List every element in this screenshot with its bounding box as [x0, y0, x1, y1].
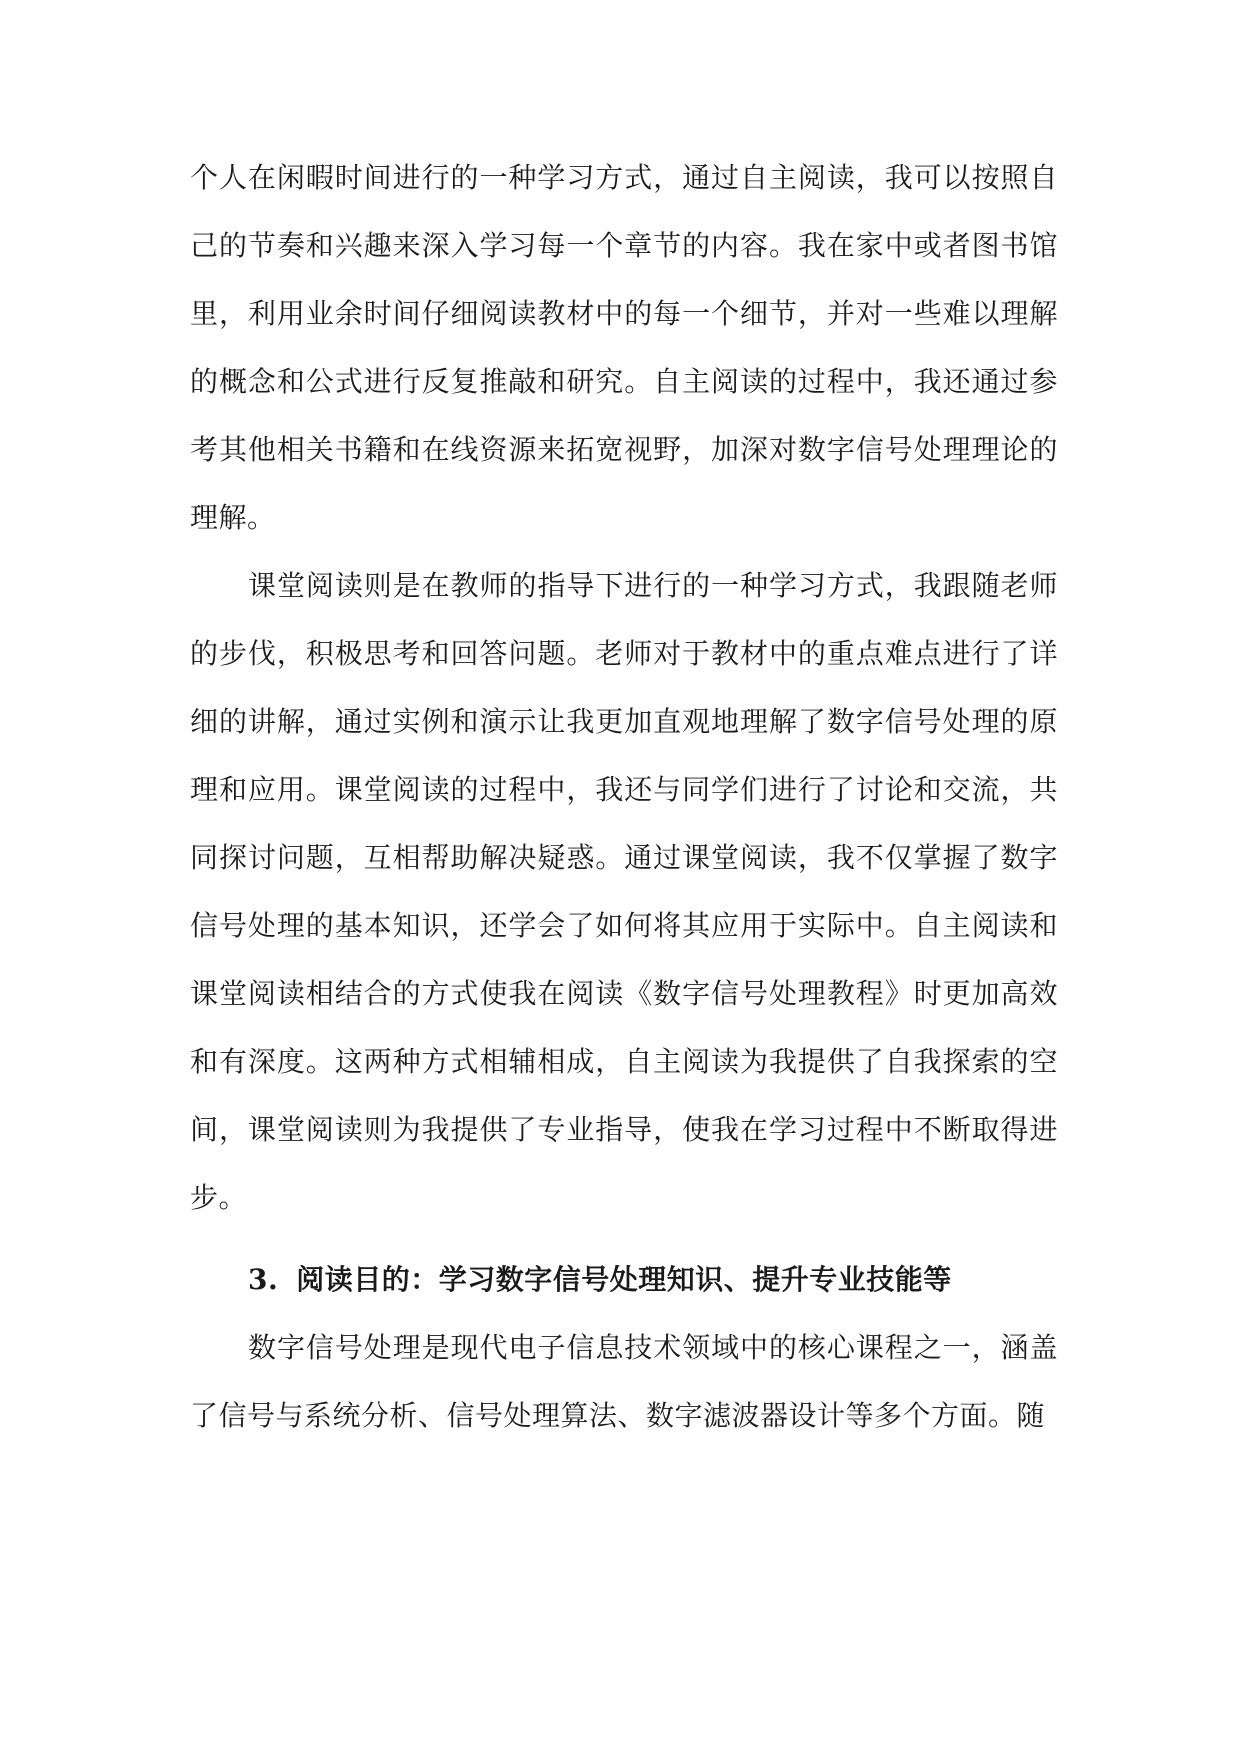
paragraph-dsp-intro: 数字信号处理是现代电子信息技术领域中的核心课程之一，涵盖了信号与系统分析、信号处理算法、数字滤波器设计等多个方面。随 — [190, 1331, 1058, 1432]
document-body — [190, 144, 1058, 1450]
section-heading-text: 阅读目的：学习数字信号处理知识、提升专业技能等 — [296, 1263, 952, 1296]
paragraph-classroom-reading: 课堂阅读则是在教师的指导下进行的一种学习方式，我跟随老师的步伐，积极思考和回答问题。老师对于教材中的重点难点进行了详细的讲解，通过实例和演示让我更加直观地理解了数字信号处理的原理和应用。课堂阅读的过程中，我还与同学们进行了讨论和交流，共同探讨问题，互相帮助解决疑惑。通过课堂阅读，我不仅掌握了数字信号处理的基本知识，还学会了如何将其应用于实际中。自主阅读和课堂阅读相结合的方式使我在阅读《数字信号处理教程》时更加高效和有深度。这两种方式相辅相成，自主阅读为我提供了自我探索的空间，课堂阅读则为我提供了专业指导，使我在学习过程中不断取得进步。 — [190, 569, 1058, 1214]
section-heading-reading-purpose — [190, 1246, 1058, 1314]
section-heading-number: 3. — [248, 1263, 279, 1296]
paragraph-self-reading-continued: 个人在闲暇时间进行的一种学习方式，通过自主阅读，我可以按照自己的节奏和兴趣来深入学习每一个章节的内容。我在家中或者图书馆里，利用业余时间仔细阅读教材中的每一个细节，并对一些难以理解的概念和公式进行反复推敲和研究。自主阅读的过程中，我还通过参考其他相关书籍和在线资源来拓宽视野，加深对数字信号处理理论的理解。 — [190, 161, 1058, 534]
